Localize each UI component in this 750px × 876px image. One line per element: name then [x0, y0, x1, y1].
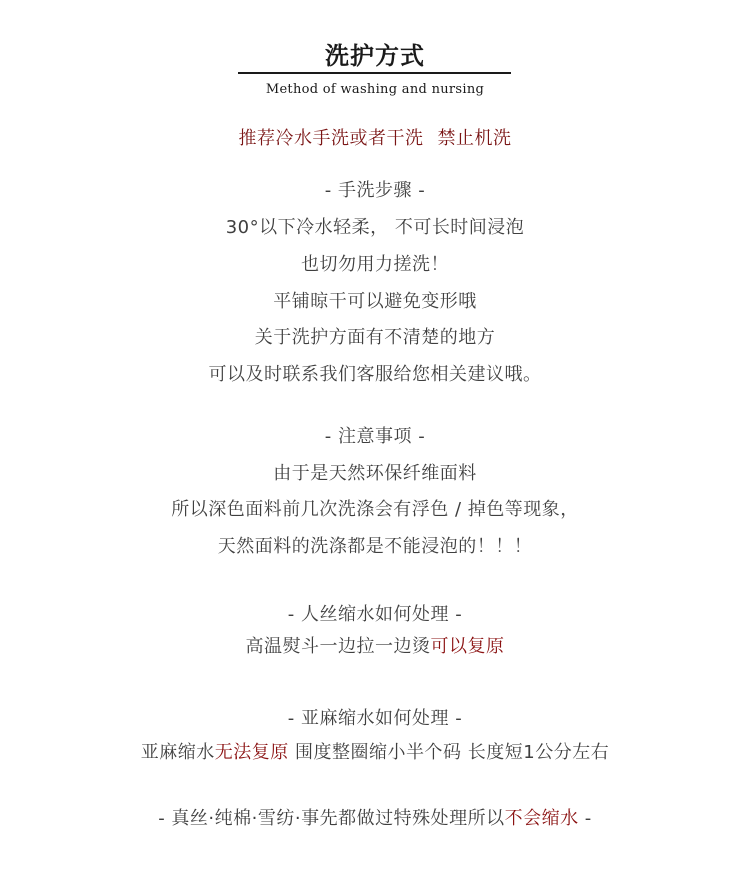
notes-line: 由于是天然环保纤维面料 — [273, 463, 477, 484]
linen-heading: - 亚麻缩水如何处理 - — [287, 708, 463, 729]
no-machine-wash-text: 禁止机洗 — [437, 128, 512, 149]
rayon-heading: - 人丝缩水如何处理 - — [287, 604, 463, 625]
linen-line — [0, 738, 750, 764]
no-shrink-text: 不会缩水 — [504, 808, 579, 829]
hand-wash-line: 也切勿用力搓洗！ — [301, 254, 449, 275]
linen-size-text: 围度整圈缩小半个码 长度短1公分左右 — [288, 742, 610, 763]
fabric-note-suffix: - — [578, 808, 592, 829]
recommend-text: 推荐冷水手洗或者干洗 — [238, 128, 424, 149]
notes-heading: - 注意事项 - — [324, 426, 426, 447]
hand-wash-line: 30°以下冷水轻柔， 不可长时间浸泡 — [225, 217, 525, 238]
page-subtitle: Method of washing and nursing — [265, 82, 485, 97]
rayon-recoverable-text: 可以复原 — [430, 636, 505, 657]
notes-line: 天然面料的洗涤都是不能浸泡的！！！ — [217, 536, 533, 557]
notes-line: 所以深色面料前几次洗涤会有浮色 / 掉色等现象， — [171, 499, 579, 520]
hand-wash-line: 关于洗护方面有不清楚的地方 — [254, 327, 496, 348]
linen-shrink-text: 亚麻缩水 — [140, 742, 215, 763]
hand-wash-line: 可以及时联系我们客服给您相关建议哦。 — [208, 364, 542, 385]
page-title: 洗护方式 — [325, 42, 425, 70]
title-underline — [238, 72, 511, 74]
rayon-line — [0, 632, 750, 658]
hand-wash-line: 平铺晾干可以避免变形哦 — [273, 291, 477, 312]
fabric-note-prefix: - 真丝·纯棉·雪纺·事先都做过特殊处理所以 — [158, 808, 505, 829]
fabric-note — [0, 804, 750, 830]
hand-wash-heading: - 手洗步骤 - — [324, 180, 426, 201]
wash-recommendation — [0, 124, 750, 150]
linen-unrecoverable-text: 无法复原 — [214, 742, 289, 763]
rayon-method-text: 高温熨斗一边拉一边烫 — [245, 636, 431, 657]
